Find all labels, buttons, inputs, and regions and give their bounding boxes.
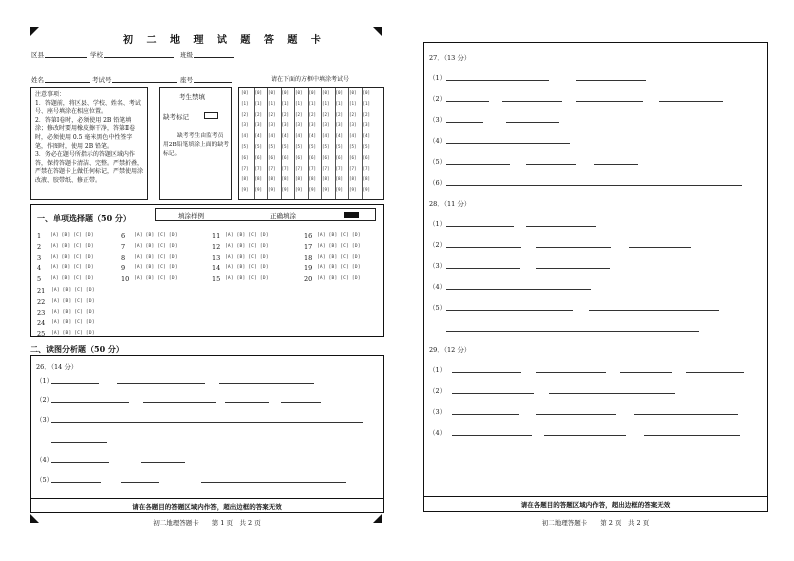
answer-line[interactable] xyxy=(686,372,744,373)
question-number: 6 xyxy=(121,232,126,240)
exam-digit-bubble[interactable]: [5] xyxy=(268,144,276,149)
section1-box xyxy=(30,204,384,337)
name-label: 姓名 xyxy=(31,76,44,84)
answer-line[interactable] xyxy=(536,414,616,415)
answer-line[interactable] xyxy=(446,226,514,227)
exam-digit-bubble[interactable]: [9] xyxy=(308,187,317,193)
answer-line[interactable] xyxy=(141,462,185,463)
sub-label: （5） xyxy=(429,304,447,312)
question-number: 15 xyxy=(212,275,221,284)
exam-digit-bubble[interactable]: [4] xyxy=(254,133,263,139)
sub-label: （3） xyxy=(36,416,54,424)
answer-line[interactable] xyxy=(446,331,699,332)
question-number: 9 xyxy=(121,264,126,273)
notice-item: 1．答题前，将区县、学校、姓名、考试号、座号填涂在相应位置。 xyxy=(35,99,141,116)
exam-digit-bubble[interactable]: [5] xyxy=(335,144,344,149)
answer-line[interactable] xyxy=(446,289,591,290)
answer-line[interactable] xyxy=(51,422,363,423)
answer-line[interactable] xyxy=(446,247,521,248)
notice-title: 注意事项： xyxy=(35,91,66,98)
answer-line[interactable] xyxy=(452,372,521,373)
answer-line[interactable] xyxy=(620,372,672,373)
answer-line[interactable] xyxy=(446,164,510,165)
exam-digit-bubble[interactable]: [6] xyxy=(308,154,317,160)
absent-note: 缺考考生由监考员用2B铅笔填涂上面的缺考标记。 xyxy=(163,133,229,157)
exam-digit-bubble[interactable]: [4] xyxy=(281,133,290,139)
absent-label: 缺考标记 xyxy=(163,113,189,121)
page2-answer-box xyxy=(423,42,768,512)
answer-line[interactable] xyxy=(446,122,483,123)
exam-digit-bubble[interactable]: [8] xyxy=(254,176,263,182)
answer-line[interactable] xyxy=(51,462,109,463)
question-number: 12 xyxy=(212,242,221,251)
exam-digit-bubble[interactable]: [0] xyxy=(349,90,357,95)
exam-digit-bubble[interactable]: [2] xyxy=(241,111,249,117)
exam-digit-bubble[interactable]: [1] xyxy=(308,100,317,106)
sub-label: （4） xyxy=(429,283,447,291)
exam-digit-bubble[interactable]: [3] xyxy=(362,122,371,128)
corner-mark xyxy=(373,27,382,36)
answer-line[interactable] xyxy=(549,393,675,394)
answer-line[interactable] xyxy=(281,402,321,403)
exam-digit-bubble[interactable]: [1] xyxy=(322,100,330,106)
question-number: 17 xyxy=(304,242,313,251)
exam-no-field[interactable] xyxy=(112,75,177,83)
exam-digit-bubble[interactable]: [7] xyxy=(254,165,263,171)
exam-digit-bubble[interactable]: [5] xyxy=(254,144,263,149)
answer-line[interactable] xyxy=(589,310,719,311)
exam-digit-bubble[interactable]: [9] xyxy=(281,187,290,193)
corner-mark xyxy=(30,27,39,36)
exam-digit-bubble[interactable]: [9] xyxy=(268,187,276,193)
exam-digit-bubble[interactable]: [3] xyxy=(322,122,330,128)
answer-line[interactable] xyxy=(576,101,643,102)
answer-line[interactable] xyxy=(446,80,549,81)
exam-digit-bubble[interactable]: [9] xyxy=(335,187,344,193)
answer-line[interactable] xyxy=(536,372,606,373)
question-number: 3 xyxy=(37,253,42,262)
exam-digit-bubble[interactable]: [8] xyxy=(335,176,344,182)
exam-digit-bubble[interactable]: [0] xyxy=(268,90,276,95)
exam-digit-bubble[interactable]: [1] xyxy=(335,100,344,106)
exam-digit-bubble[interactable]: [0] xyxy=(322,90,330,95)
exam-digit-bubble[interactable]: [1] xyxy=(362,100,371,106)
choice-options[interactable]: [A] [B] [C] [D] xyxy=(134,276,178,282)
exam-digit-bubble[interactable]: [7] xyxy=(308,165,317,171)
exam-digit-bubble[interactable]: [3] xyxy=(335,122,344,128)
answer-line[interactable] xyxy=(629,247,691,248)
exam-digit-bubble[interactable]: [6] xyxy=(349,154,357,160)
exam-digit-bubble[interactable]: [7] xyxy=(349,165,357,171)
exam-digit-bubble[interactable]: [4] xyxy=(241,133,249,139)
sheet-title: 初 二 地 理 试 题 答 题 卡 xyxy=(123,35,326,46)
exam-digit-bubble[interactable]: [8] xyxy=(268,176,276,182)
answer-line[interactable] xyxy=(526,164,576,165)
exam-digit-bubble[interactable]: [2] xyxy=(335,111,344,117)
answer-line[interactable] xyxy=(452,414,519,415)
question-number: 2 xyxy=(37,242,42,251)
notice-item: 3．务必在题号所指示的答题区域内作答，保持答题卡清洁、完整。严禁折叠，严禁在答题卡上做任何标记，严禁使用涂改液、胶带纸、修正带。 xyxy=(35,151,144,184)
exam-digit-bubble[interactable]: [4] xyxy=(322,133,330,139)
answer-line[interactable] xyxy=(446,101,489,102)
exam-digit-bubble[interactable]: [7] xyxy=(335,165,344,171)
exam-digit-bubble[interactable]: [0] xyxy=(295,90,303,95)
choice-options[interactable]: [A] [B] [C] [D] xyxy=(317,265,361,271)
choice-options[interactable]: [A] [B] [C] [D] xyxy=(134,265,178,271)
question-number: 14 xyxy=(212,264,221,273)
notice-item: 2．答第Ⅰ卷时，必须使用 2B 铅笔填涂；修改时要用橡皮擦干净，答第Ⅱ卷时，必须使用 0.5 毫米黑色中性签字笔，作图时，使用 2B 铅笔。 xyxy=(35,116,136,150)
class-field[interactable] xyxy=(194,50,234,58)
exam-digit-bubble[interactable]: [9] xyxy=(241,187,249,193)
exam-digit-bubble[interactable]: [2] xyxy=(295,111,303,117)
exam-digit-bubble[interactable]: [9] xyxy=(322,187,330,193)
exam-digit-bubble[interactable]: [6] xyxy=(322,154,330,160)
question-number: 18 xyxy=(304,253,313,262)
exam-no-label: 考试号 xyxy=(92,76,112,84)
exam-digit-bubble[interactable]: [8] xyxy=(295,176,303,182)
choice-options[interactable]: [A] [B] [C] [D] xyxy=(225,254,269,260)
question-number: 13 xyxy=(212,253,221,262)
exam-digit-bubble[interactable]: [3] xyxy=(349,122,357,128)
sub-label: （1） xyxy=(36,377,54,385)
exam-digit-bubble[interactable]: [8] xyxy=(241,176,249,182)
answer-line[interactable] xyxy=(506,122,559,123)
exam-digit-bubble[interactable]: [1] xyxy=(295,100,303,106)
q26-box xyxy=(30,355,384,513)
exam-digit-bubble[interactable]: [6] xyxy=(254,154,263,160)
exam-digit-bubble[interactable]: [5] xyxy=(322,144,330,149)
exam-digit-bubble[interactable]: [8] xyxy=(362,176,371,182)
q26-label: 26．（14 分） xyxy=(36,363,78,371)
exam-digit-bubble[interactable]: [4] xyxy=(308,133,317,139)
correct-fill-label: 正确填涂 xyxy=(270,212,296,220)
exam-digit-bubble[interactable]: [7] xyxy=(241,165,249,171)
fill-example-box xyxy=(155,208,376,221)
answer-line[interactable] xyxy=(502,101,562,102)
exam-digit-bubble[interactable]: [1] xyxy=(241,100,249,106)
name-field[interactable] xyxy=(45,75,90,83)
sub-label: （2） xyxy=(429,95,447,103)
q28-label: 28．（11 分） xyxy=(429,200,471,208)
fill-example-label: 填涂样例 xyxy=(178,212,204,220)
exam-digit-bubble[interactable]: [5] xyxy=(241,144,249,149)
answer-line[interactable] xyxy=(446,310,573,311)
choice-options[interactable]: [A] [B] [C] [D] xyxy=(134,254,178,260)
answer-line[interactable] xyxy=(446,185,742,186)
choice-options[interactable]: [A] [B] [C] [D] xyxy=(51,331,95,337)
answer-line[interactable] xyxy=(644,435,740,436)
exam-digit-bubble[interactable]: [1] xyxy=(268,100,276,106)
exam-digit-bubble[interactable]: [5] xyxy=(281,144,290,149)
choice-options[interactable]: [A] [B] [C] [D] xyxy=(134,243,178,249)
exam-digit-bubble[interactable]: [6] xyxy=(268,154,276,160)
sub-label: （4） xyxy=(429,137,447,145)
exam-digit-bubble[interactable]: [7] xyxy=(322,165,330,171)
choice-options[interactable]: [A] [B] [C] [D] xyxy=(50,276,94,282)
choice-options[interactable]: [A] [B] [C] [D] xyxy=(225,243,269,249)
answer-line[interactable] xyxy=(225,402,269,403)
answer-line[interactable] xyxy=(121,482,159,483)
exam-digit-bubble[interactable]: [8] xyxy=(349,176,357,182)
exam-digit-bubble[interactable]: [8] xyxy=(322,176,330,182)
exam-digit-bubble[interactable]: [4] xyxy=(295,133,303,139)
choice-options[interactable]: [A] [B] [C] [D] xyxy=(51,309,95,315)
exam-digit-bubble[interactable]: [5] xyxy=(362,144,371,149)
exam-digit-bubble[interactable]: [3] xyxy=(268,122,276,128)
exam-digit-bubble[interactable]: [0] xyxy=(335,90,344,95)
sub-label: （4） xyxy=(36,456,54,464)
answer-line[interactable] xyxy=(143,402,216,403)
prohibited-title: 考生禁填 xyxy=(179,93,205,101)
question-number: 19 xyxy=(304,264,313,273)
question-number: 25 xyxy=(37,330,46,339)
section2-title: 二、读图分析题（50 分） xyxy=(30,344,124,354)
question-number: 1 xyxy=(37,232,42,240)
sub-label: （2） xyxy=(429,241,447,249)
sub-label: （4） xyxy=(429,429,447,437)
exam-digit-bubble[interactable]: [0] xyxy=(254,90,263,95)
answer-line[interactable] xyxy=(117,383,205,384)
exam-digit-bubble[interactable]: [3] xyxy=(295,122,303,128)
choice-options[interactable]: [A] [B] [C] [D] xyxy=(134,233,178,238)
exam-digit-bubble[interactable]: [8] xyxy=(308,176,317,182)
answer-line[interactable] xyxy=(51,402,129,403)
exam-digit-bubble[interactable]: [3] xyxy=(281,122,290,128)
exam-digit-bubble[interactable]: [1] xyxy=(254,100,263,106)
seat-label: 座号 xyxy=(180,76,193,84)
seat-field[interactable] xyxy=(194,75,232,83)
district-label: 区县 xyxy=(31,51,44,59)
sub-label: （2） xyxy=(36,396,54,404)
exam-digit-bubble[interactable]: [0] xyxy=(308,90,317,95)
exam-digit-bubble[interactable]: [9] xyxy=(362,187,371,193)
question-number: 4 xyxy=(37,264,42,273)
exam-digit-bubble[interactable]: [2] xyxy=(268,111,276,117)
exam-digit-bubble[interactable]: [7] xyxy=(268,165,276,171)
answer-line[interactable] xyxy=(536,268,610,269)
district-field[interactable] xyxy=(45,50,87,58)
exam-digit-bubble[interactable]: [8] xyxy=(281,176,290,182)
exam-digit-bubble[interactable]: [3] xyxy=(241,122,249,128)
exam-digit-bubble[interactable]: [4] xyxy=(268,133,276,139)
question-number: 5 xyxy=(37,275,42,284)
question-number: 10 xyxy=(121,275,130,284)
sub-label: （3） xyxy=(429,262,447,270)
answer-line[interactable] xyxy=(219,383,314,384)
exam-digit-bubble[interactable]: [2] xyxy=(322,111,330,117)
answer-line[interactable] xyxy=(659,101,723,102)
exam-digit-bubble[interactable]: [2] xyxy=(362,111,371,117)
choice-options[interactable]: [A] [B] [C] [D] xyxy=(225,276,269,282)
answer-line[interactable] xyxy=(594,164,638,165)
prohibited-box xyxy=(159,87,232,200)
footer-note: 请在各题目的答题区域内作答，超出边框的答案无效 xyxy=(31,498,383,511)
exam-digit-bubble[interactable]: [0] xyxy=(362,90,371,95)
sub-label: （3） xyxy=(429,408,447,416)
choice-options[interactable]: [A] [B] [C] [D] xyxy=(225,265,269,271)
answer-line[interactable] xyxy=(51,383,99,384)
exam-digit-bubble[interactable]: [7] xyxy=(281,165,290,171)
sub-label: （6） xyxy=(429,179,447,187)
choice-options[interactable]: [A] [B] [C] [D] xyxy=(317,254,361,260)
sub-label: （2） xyxy=(429,387,447,395)
answer-line[interactable] xyxy=(536,247,611,248)
answer-line[interactable] xyxy=(452,435,532,436)
exam-digit-bubble[interactable]: [1] xyxy=(281,100,290,106)
exam-digit-bubble[interactable]: [7] xyxy=(362,165,371,171)
q29-label: 29．（12 分） xyxy=(429,346,471,354)
question-number: 20 xyxy=(304,275,313,284)
exam-digit-bubble[interactable]: [9] xyxy=(254,187,263,193)
page-footer: 初二地理答题卡 第 2 页 共 2 页 xyxy=(541,519,650,527)
exam-digit-bubble[interactable]: [9] xyxy=(295,187,303,193)
exam-digit-bubble[interactable]: [2] xyxy=(281,111,290,117)
choice-options[interactable]: [A] [B] [C] [D] xyxy=(50,265,94,271)
answer-line[interactable] xyxy=(446,143,570,144)
answer-line[interactable] xyxy=(544,435,626,436)
exam-digit-bubble[interactable]: [6] xyxy=(281,154,290,160)
school-field[interactable] xyxy=(104,50,174,58)
choice-options[interactable]: [A] [B] [C] [D] xyxy=(50,254,94,260)
answer-line[interactable] xyxy=(201,482,346,483)
filled-sample xyxy=(344,212,359,218)
sub-label: （3） xyxy=(429,116,447,124)
page-footer: 初二地理答题卡 第 1 页 共 2 页 xyxy=(153,519,261,527)
section1-title: 一、单项选择题（50 分） xyxy=(37,213,131,223)
exam-number-grid xyxy=(238,87,384,200)
sub-label: （1） xyxy=(429,220,447,228)
notice-box xyxy=(30,87,148,200)
choice-options[interactable]: [A] [B] [C] [D] xyxy=(225,233,269,238)
choice-options[interactable]: [A] [B] [C] [D] xyxy=(317,243,361,249)
exam-digit-bubble[interactable]: [4] xyxy=(349,133,357,139)
absent-checkbox[interactable] xyxy=(204,112,218,119)
exam-digit-bubble[interactable]: [5] xyxy=(349,144,357,149)
choice-options[interactable]: [A] [B] [C] [D] xyxy=(317,276,361,282)
exam-digit-bubble[interactable]: [6] xyxy=(335,154,344,160)
question-number: 23 xyxy=(37,308,46,317)
answer-line[interactable] xyxy=(51,442,107,443)
sub-label: （1） xyxy=(429,366,447,374)
exam-digit-bubble[interactable]: [6] xyxy=(295,154,303,160)
school-label: 学校 xyxy=(90,51,103,59)
exam-digit-bubble[interactable]: [7] xyxy=(295,165,303,171)
question-number: 7 xyxy=(121,242,126,251)
exam-digit-bubble[interactable]: [5] xyxy=(308,144,317,149)
choice-options[interactable]: [A] [B] [C] [D] xyxy=(51,288,95,293)
question-number: 8 xyxy=(121,253,126,262)
choice-options[interactable]: [A] [B] [C] [D] xyxy=(50,233,94,238)
q27-label: 27．（13 分） xyxy=(429,54,471,62)
question-number: 16 xyxy=(304,232,313,240)
class-label: 班级 xyxy=(180,51,193,59)
fill-hint: 请在下面的方框中填涂考试号 xyxy=(271,76,350,83)
question-number: 22 xyxy=(37,297,46,306)
exam-digit-bubble[interactable]: [0] xyxy=(281,90,290,95)
question-number: 24 xyxy=(37,319,46,328)
exam-digit-bubble[interactable]: [2] xyxy=(308,111,317,117)
question-number: 21 xyxy=(37,287,46,295)
exam-digit-bubble[interactable]: [3] xyxy=(254,122,263,128)
choice-options[interactable]: [A] [B] [C] [D] xyxy=(51,298,95,304)
answer-line[interactable] xyxy=(526,226,596,227)
exam-digit-bubble[interactable]: [0] xyxy=(241,90,249,95)
answer-line[interactable] xyxy=(51,482,101,483)
exam-digit-bubble[interactable]: [4] xyxy=(335,133,344,139)
sub-label: （5） xyxy=(36,476,54,484)
exam-digit-bubble[interactable]: [9] xyxy=(349,187,357,193)
sub-label: （1） xyxy=(429,74,447,82)
exam-digit-bubble[interactable]: [5] xyxy=(295,144,303,149)
exam-digit-bubble[interactable]: [3] xyxy=(308,122,317,128)
answer-line[interactable] xyxy=(452,393,534,394)
footer-note: 请在各题目的答题区域内作答，超出边框的答案无效 xyxy=(424,496,767,509)
exam-digit-bubble[interactable]: [1] xyxy=(349,100,357,106)
choice-options[interactable]: [A] [B] [C] [D] xyxy=(51,320,95,326)
exam-digit-bubble[interactable]: [4] xyxy=(362,133,371,139)
answer-line[interactable] xyxy=(634,414,738,415)
choice-options[interactable]: [A] [B] [C] [D] xyxy=(317,233,361,238)
exam-digit-bubble[interactable]: [6] xyxy=(241,154,249,160)
exam-digit-bubble[interactable]: [6] xyxy=(362,154,371,160)
exam-digit-bubble[interactable]: [2] xyxy=(254,111,263,117)
answer-line[interactable] xyxy=(576,80,646,81)
question-number: 11 xyxy=(212,232,221,240)
exam-digit-bubble[interactable]: [2] xyxy=(349,111,357,117)
choice-options[interactable]: [A] [B] [C] [D] xyxy=(50,243,94,249)
sub-label: （5） xyxy=(429,158,447,166)
answer-line[interactable] xyxy=(446,268,520,269)
